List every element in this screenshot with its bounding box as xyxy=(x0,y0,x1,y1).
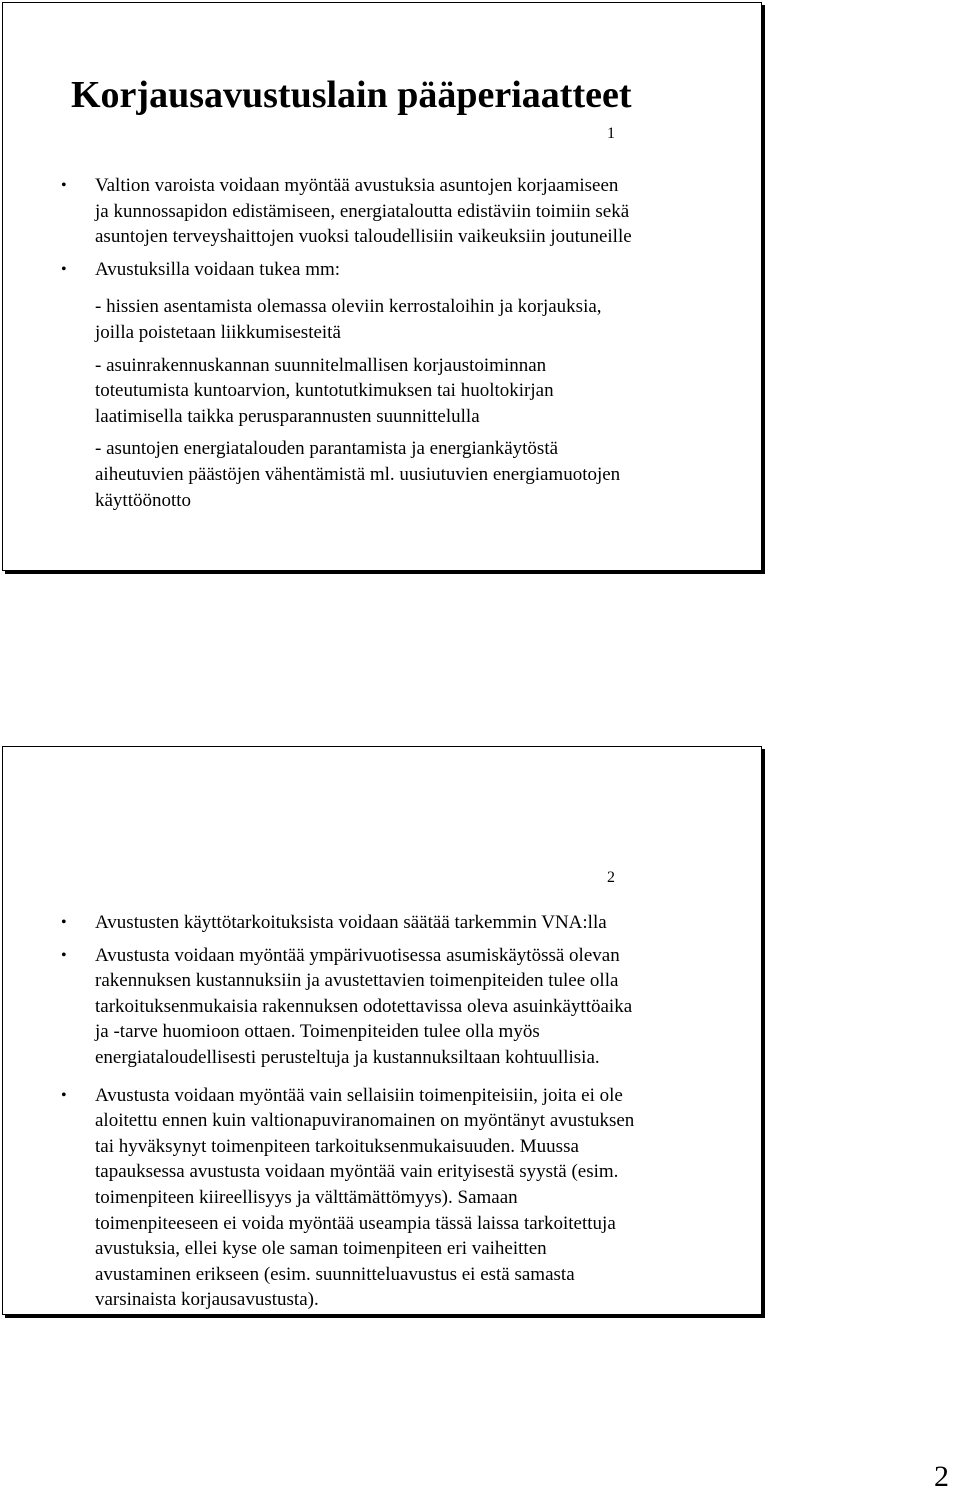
text-line: toimenpiteen kiireellisyys ja välttämättömyys). Samaan xyxy=(95,1186,518,1208)
text-line: käyttöönotto xyxy=(95,489,192,511)
text-line: tai hyväksynyt toimenpiteen tarkoituksenmukaisuuden. Muussa xyxy=(95,1135,579,1157)
text-line: toteutumista kuntoarvion, kuntotutkimuksen tai huoltokirjan xyxy=(95,380,554,402)
text-line: laatimisella taikka perusparannusten suunnittelulla xyxy=(95,405,480,427)
slide-2 xyxy=(2,746,762,1315)
text-line: varsinaista korjausavustusta). xyxy=(95,1289,319,1311)
text-line: Avustusta voidaan myöntää vain sellaisiin toimenpiteisiin, joita ei ole xyxy=(95,1084,623,1106)
bullet-icon: • xyxy=(61,1086,67,1104)
bullet-icon: • xyxy=(61,260,67,278)
sub-item xyxy=(61,294,721,345)
text-line: avustaminen erikseen (esim. suunnitteluavustus ei estä samasta xyxy=(95,1263,575,1285)
text-line: toimenpiteeseen ei voida myöntää useampia tässä laissa tarkoitettuja xyxy=(95,1212,616,1234)
bullet-item xyxy=(61,910,721,936)
bullet-item xyxy=(61,257,721,283)
sub-item xyxy=(61,436,721,513)
text-line: Valtion varoista voidaan myöntää avustuksia asuntojen korjaamiseen xyxy=(95,175,619,196)
slide-number: 1 xyxy=(607,125,615,142)
slide-number: 2 xyxy=(607,869,615,886)
text-line: joilla poistetaan liikkumisesteitä xyxy=(95,321,341,343)
text-line: aiheutuvien päästöjen vähentämistä ml. uusiutuvien energiamuotojen xyxy=(95,463,621,485)
text-line: - hissien asentamista olemassa oleviin kerrostaloihin ja korjauksia, xyxy=(95,296,602,318)
sub-item xyxy=(61,353,721,430)
text-line: Avustusta voidaan myöntää ympärivuotisessa asumiskäytössä olevan xyxy=(95,944,620,966)
text-line: avustuksia, ellei kyse ole saman toimenpiteen eri vaiheitten xyxy=(95,1238,547,1260)
text-line: - asuntojen energiatalouden parantamista ja energiankäytöstä xyxy=(95,438,559,460)
bullet-icon: • xyxy=(61,177,67,194)
bullet-item xyxy=(61,1083,721,1313)
text-line: aloitettu ennen kuin valtionapuviranomainen on myöntänyt avustuksen xyxy=(95,1110,635,1132)
text-line: rakennuksen kustannuksiin ja avustettavien toimenpiteiden tulee olla xyxy=(95,970,619,992)
text-line: energiataloudellisesti perusteltuja ja kustannuksiltaan kohtuullisia. xyxy=(95,1046,600,1068)
bullet-item xyxy=(61,173,721,250)
bullet-icon: • xyxy=(61,946,67,964)
text-line: Avustuksilla voidaan tukea mm: xyxy=(95,258,341,280)
text-line: tarkoituksenmukaisia rakennuksen odotettavissa oleva asuinkäyttöaika xyxy=(95,995,633,1017)
slide-title: Korjausavustuslain pääperiaatteet xyxy=(71,74,632,116)
text-line: tapauksessa avustusta voidaan myöntää vain erityisestä syystä (esim. xyxy=(95,1161,619,1183)
slide-1 xyxy=(2,2,762,571)
slide-body xyxy=(61,173,721,513)
bullet-item xyxy=(61,943,721,1071)
bullet-icon: • xyxy=(61,914,67,931)
slide-body xyxy=(61,910,721,1313)
text-line: Avustusten käyttötarkoituksista voidaan säätää tarkemmin VNA:lla xyxy=(95,912,607,933)
page-number: 2 xyxy=(934,1460,949,1493)
text-line: - asuinrakennuskannan suunnitelmallisen korjaustoiminnan xyxy=(95,354,547,376)
text-line: ja -tarve huomioon ottaen. Toimenpiteiden tulee olla myös xyxy=(95,1021,540,1043)
text-line: asuntojen terveyshaittojen vuoksi taloudellisiin vaikeuksiin joutuneille xyxy=(95,226,632,248)
text-line: ja kunnossapidon edistämiseen, energiataloutta edistäviin toimiin sekä xyxy=(95,200,630,222)
